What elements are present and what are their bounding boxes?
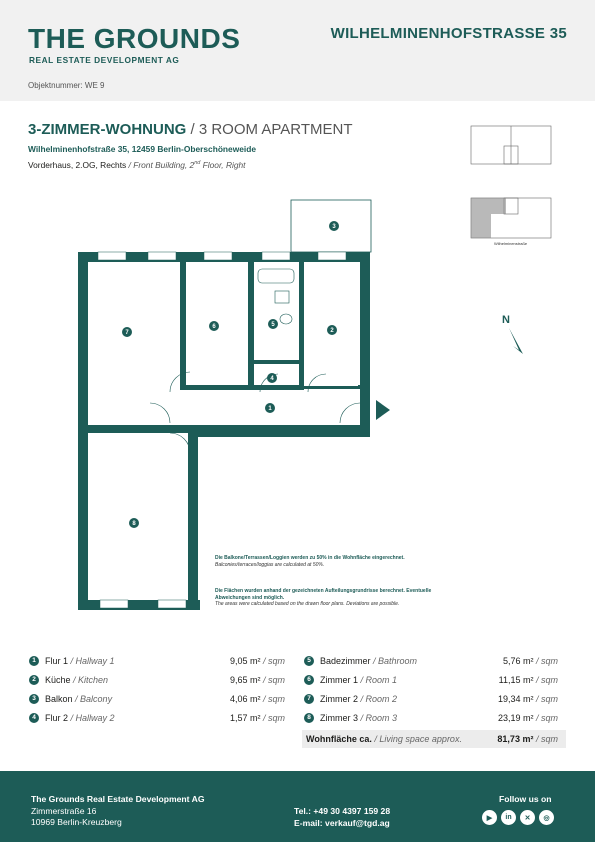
total-label-en: Living space approx. [379, 734, 462, 744]
balcony-note: Die Balkone/Terrassen/Loggien werden zu 50% in die Wohnfläche eingerechnet. Balconies/terraces/loggias are calculated at 50%. [215, 555, 405, 568]
total-label-de: Wohnfläche ca. [306, 734, 372, 744]
youtube-icon[interactable]: ▶ [482, 810, 497, 825]
room-unit: sqm [540, 693, 558, 704]
marker-2: 2 [330, 328, 334, 334]
footer [0, 771, 595, 842]
room-name-de: Zimmer 2 [320, 693, 358, 704]
room-row: 5 Badezimmer / Bathroom 5,76 m² / sqm [304, 651, 558, 670]
room-number-badge: 2 [29, 675, 39, 685]
room-name-en: Hallway 2 [75, 712, 115, 723]
room-name-de: Zimmer 1 [320, 674, 358, 685]
area-note: Die Flächen wurden anhand der gezeichneten Aufteilungsgrundrisse berechnet. Eventuelle Abweichungen sind möglich. The areas were calculated based on the drawn floor plans. Deviations are possible. [215, 588, 432, 607]
room-name-en: Bathroom [378, 655, 418, 666]
room-name-de: Flur 2 [45, 712, 69, 723]
room-row: 7 Zimmer 2 / Room 2 19,34 m² / sqm [304, 689, 558, 708]
logo-title: THE GROUNDS [28, 23, 241, 54]
header [0, 0, 595, 101]
room-unit: sqm [540, 712, 558, 723]
follow-label: Follow us on [499, 794, 552, 804]
position-de: Vorderhaus, 2.OG, Rechts [28, 160, 127, 170]
room-number-badge: 4 [29, 713, 39, 723]
address: Wilhelminenhofstraße 35, 12459 Berlin-Oberschöneweide [28, 144, 256, 154]
room-row: 6 Zimmer 1 / Room 1 11,15 m² / sqm [304, 670, 558, 689]
header-street: WILHELMINENHOFSTRASSE 35 [330, 25, 567, 42]
marker-7: 7 [125, 330, 129, 336]
room-number-badge: 5 [304, 656, 314, 666]
total-value: 81,73 m² [497, 734, 534, 744]
logo-subtitle: REAL ESTATE DEVELOPMENT AG [29, 55, 180, 65]
room-unit: sqm [267, 693, 285, 704]
room-number-badge: 3 [29, 694, 39, 704]
title-en: 3 ROOM APARTMENT [198, 121, 353, 138]
unit-position [28, 160, 246, 170]
room-name-en: Room 1 [365, 674, 398, 685]
page-title [28, 121, 352, 139]
total-area: Wohnfläche ca. / Living space approx. 81,73 m² / sqm [302, 730, 566, 748]
room-list-right [304, 651, 558, 727]
room-number-badge: 6 [304, 675, 314, 685]
compass-label: N [502, 314, 510, 326]
company-city: 10969 Berlin-Kreuzberg [31, 817, 122, 827]
room-name-de: Balkon [45, 693, 73, 704]
room-row: 2 Küche / Kitchen 9,65 m² / sqm [29, 670, 285, 689]
marker-4: 4 [270, 376, 274, 382]
marker-3: 3 [332, 224, 336, 230]
room-number-badge: 1 [29, 656, 39, 666]
room-unit: sqm [540, 655, 558, 666]
room-area: 9,65 m² [229, 674, 261, 685]
room-area: 1,57 m² [229, 712, 261, 723]
phone: Tel.: +49 30 4397 159 28 [294, 806, 391, 816]
room-name-en: Hallway 1 [75, 655, 115, 666]
key-plan-highlight [471, 198, 506, 238]
room-area: 4,06 m² [229, 693, 261, 704]
room-name-en: Balcony [80, 693, 113, 704]
room-name-de: Küche [45, 674, 71, 685]
position-sep: / [126, 160, 134, 170]
xing-icon[interactable]: ✕ [520, 810, 535, 825]
email[interactable]: E-mail: verkauf@tgd.ag [294, 817, 390, 828]
north-arrow-icon [505, 326, 545, 371]
contact-block [294, 806, 390, 829]
position-en: Front Building, 2nd Floor, Right [133, 160, 246, 170]
key-plan [466, 118, 556, 253]
title-de: 3-ZIMMER-WOHNUNG [28, 121, 187, 138]
marker-1: 1 [268, 406, 272, 412]
room-number-badge: 7 [304, 694, 314, 704]
company-street: Zimmerstraße 16 [31, 805, 97, 816]
marker-5: 5 [271, 322, 275, 328]
room-unit: sqm [267, 712, 285, 723]
room-row: 3 Balkon / Balcony 4,06 m² / sqm [29, 689, 285, 708]
key-plan-street: Wilhelminenstraße [494, 241, 528, 246]
room-unit: sqm [267, 674, 285, 685]
room-name-de: Zimmer 3 [320, 712, 358, 723]
room-row: 8 Zimmer 3 / Room 3 23,19 m² / sqm [304, 708, 558, 727]
room-list-left [29, 651, 285, 727]
room-unit: sqm [267, 655, 285, 666]
marker-8: 8 [132, 521, 136, 527]
object-number: Objektnummer: WE 9 [28, 81, 105, 90]
room-name-en: Room 2 [365, 693, 398, 704]
company-block [31, 794, 205, 829]
marker-6: 6 [212, 324, 216, 330]
room-area: 19,34 m² [497, 693, 534, 704]
room-name-de: Badezimmer [320, 655, 371, 666]
room-name-en: Room 3 [365, 712, 398, 723]
title-sep: / [186, 121, 199, 138]
total-unit: sqm [540, 734, 558, 744]
linkedin-icon[interactable]: in [501, 810, 516, 825]
room-area: 9,05 m² [229, 655, 261, 666]
room-number-badge: 8 [304, 713, 314, 723]
company-name: The Grounds Real Estate Development AG [31, 794, 205, 804]
room-unit: sqm [540, 674, 558, 685]
instagram-icon[interactable]: ◎ [539, 810, 554, 825]
social-links [482, 810, 554, 825]
room-name-de: Flur 1 [45, 655, 69, 666]
room-area: 5,76 m² [502, 655, 534, 666]
room-row: 1 Flur 1 / Hallway 1 9,05 m² / sqm [29, 651, 285, 670]
room-area: 11,15 m² [498, 674, 534, 685]
room-area: 23,19 m² [497, 712, 534, 723]
room-name-en: Kitchen [78, 674, 109, 685]
room-row: 4 Flur 2 / Hallway 2 1,57 m² / sqm [29, 708, 285, 727]
floor-plan [70, 195, 390, 615]
